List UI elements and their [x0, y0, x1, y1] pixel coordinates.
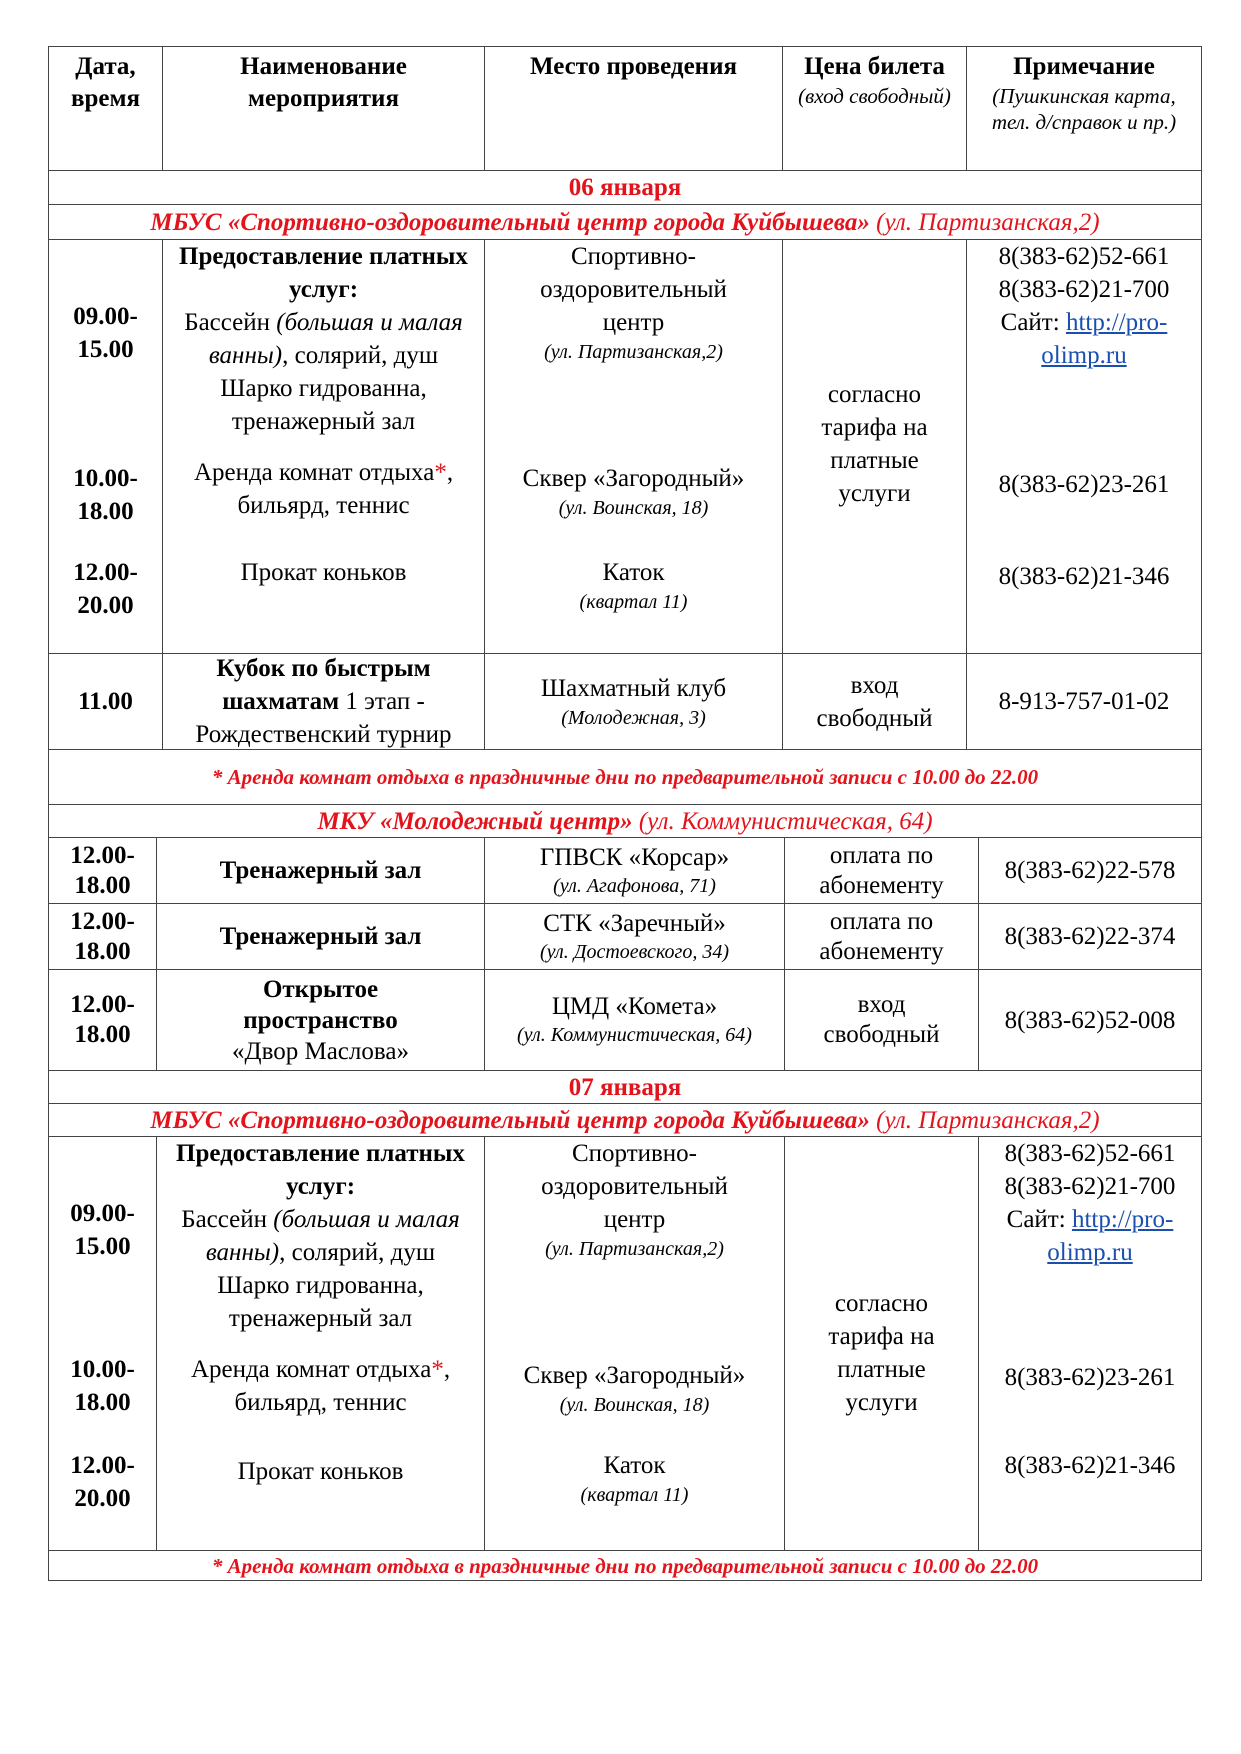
- time-column-2: [49, 1137, 157, 1550]
- site-link[interactable]: http://pro-olimp.ru: [1047, 1206, 1174, 1266]
- contacts: 8(383-62)52-661 8(383-62)21-700 Сайт: http://pro-olimp.ru: [998, 243, 1170, 369]
- place-sport-center: Спортивно-оздоровительный центр (ул. Партизанская,2): [541, 1140, 728, 1260]
- date-row-day1: [48, 171, 1202, 205]
- service-skates: Прокат коньков: [237, 1458, 404, 1485]
- gym2-name: Тренажерный зал: [157, 904, 485, 969]
- phone-square: 8(383-62)23-261: [998, 471, 1170, 498]
- chess-row: [48, 654, 1202, 750]
- org-row: [48, 205, 1202, 240]
- footnote-row-2: [48, 1551, 1202, 1581]
- phone-rink: 8(383-62)21-346: [1004, 1452, 1176, 1479]
- name-column-2: [157, 1137, 485, 1550]
- org-row-2: [48, 805, 1202, 838]
- gym2-price: оплата по абонементу: [785, 904, 979, 969]
- chess-price: вход свободный: [783, 654, 967, 749]
- place-rink: Каток (квартал 11): [579, 559, 688, 613]
- place-column-2: [485, 1137, 785, 1550]
- gym-row-1: [48, 838, 1202, 904]
- header-note: Примечание (Пушкинская карта, тел. д/справок и пр.): [991, 53, 1177, 134]
- header-place: Место проведения: [485, 47, 783, 170]
- place-square: Сквер «Загородный» (ул. Воинская, 18): [523, 1362, 746, 1416]
- price-tariff: согласно тарифа на платные услуги: [821, 381, 928, 507]
- services-group-day1: [48, 240, 1202, 654]
- price-column: [783, 240, 967, 653]
- time-3: 12.00-20.00: [73, 559, 138, 619]
- gym-row-2: [48, 904, 1202, 970]
- services-group-day2: [48, 1137, 1202, 1551]
- header-date: Дата, время: [49, 47, 163, 170]
- time-3: 12.00-20.00: [70, 1452, 135, 1512]
- service-rooms: Аренда комнат отдыха*, бильярд, теннис: [193, 459, 454, 519]
- gym1-place: ГПВСК «Корсар» (ул. Агафонова, 71): [485, 838, 785, 903]
- service-skates: Прокат коньков: [240, 559, 407, 586]
- place-sport-center: Спортивно-оздоровительный центр (ул. Партизанская,2): [540, 243, 727, 363]
- schedule-table: [48, 46, 1202, 1581]
- service-paid: Предоставление платных услуг: Бассейн (большая и малая ванны), солярий, душ Шарко гидрованна, тренажерный зал: [176, 1140, 465, 1332]
- site-link[interactable]: http://pro-olimp.ru: [1041, 309, 1168, 369]
- price-tariff: согласно тарифа на платные услуги: [828, 1290, 935, 1416]
- gym2-place: СТК «Заречный» (ул. Достоевского, 34): [485, 904, 785, 969]
- open-space-row: [48, 970, 1202, 1071]
- org-title: МБУС «Спортивно-оздоровительный центр города Куйбышева» (ул. Партизанская,2): [150, 209, 1100, 236]
- date-label-2: 07 января: [568, 1074, 682, 1101]
- org-title-3: МБУС «Спортивно-оздоровительный центр города Куйбышева» (ул. Партизанская,2): [150, 1107, 1100, 1134]
- place-square: Сквер «Загородный» (ул. Воинская, 18): [522, 465, 745, 519]
- gym1-time: 12.00-18.00: [49, 838, 157, 903]
- contacts: 8(383-62)52-661 8(383-62)21-700 Сайт: http://pro-olimp.ru: [1004, 1140, 1176, 1266]
- service-paid: Предоставление платных услуг: Бассейн (большая и малая ванны), солярий, душ Шарко гидрованна, тренажерный зал: [179, 243, 468, 435]
- phone-square: 8(383-62)23-261: [1004, 1364, 1176, 1391]
- date-row-day2: [48, 1071, 1202, 1104]
- footnote: * Аренда комнат отдыха в праздничные дни по предварительной записи с 10.00 до 22.00: [211, 764, 1039, 789]
- gym1-price: оплата по абонементу: [785, 838, 979, 903]
- time-1: 09.00-15.00: [70, 1200, 135, 1260]
- header-price: Цена билета (вход свободный): [783, 47, 967, 170]
- open-name: Открытое пространство «Двор Маслова»: [157, 970, 485, 1070]
- chess-name: Кубок по быстрым шахматам 1 этап - Рождественский турнир: [163, 654, 485, 749]
- open-place: ЦМД «Комета» (ул. Коммунистическая, 64): [485, 970, 785, 1070]
- open-price: вход свободный: [785, 970, 979, 1070]
- footnote-2: * Аренда комнат отдыха в праздничные дни по предварительной записи с 10.00 до 22.00: [211, 1554, 1039, 1578]
- header-name: Наименование мероприятия: [163, 47, 485, 170]
- chess-place: Шахматный клуб (Молодежная, 3): [485, 654, 783, 749]
- chess-phone: 8-913-757-01-02: [998, 688, 1170, 715]
- time-1: 09.00-15.00: [73, 303, 138, 363]
- table-header: [48, 46, 1202, 171]
- open-phone: 8(383-62)52-008: [1004, 1006, 1176, 1034]
- note-column-2: [979, 1137, 1201, 1550]
- time-2: 10.00-18.00: [70, 1356, 135, 1416]
- gym2-phone: 8(383-62)22-374: [1004, 923, 1176, 950]
- price-column-2: [785, 1137, 979, 1550]
- note-column: [967, 240, 1201, 653]
- chess-time: 11.00: [49, 654, 163, 749]
- org-row-3: [48, 1104, 1202, 1137]
- time-2: 10.00-18.00: [73, 465, 138, 525]
- gym1-phone: 8(383-62)22-578: [1004, 857, 1176, 884]
- time-column: [49, 240, 163, 653]
- footnote-row: [48, 750, 1202, 805]
- service-rooms: Аренда комнат отдыха*, бильярд, теннис: [190, 1356, 451, 1416]
- name-column: [163, 240, 485, 653]
- gym1-name: Тренажерный зал: [157, 838, 485, 903]
- org-title-2: МКУ «Молодежный центр» (ул. Коммунистическая, 64): [317, 808, 933, 835]
- place-column: [485, 240, 783, 653]
- phone-rink: 8(383-62)21-346: [998, 563, 1170, 590]
- open-time: 12.00-18.00: [49, 970, 157, 1070]
- date-label: 06 января: [568, 174, 682, 201]
- place-rink: Каток (квартал 11): [580, 1452, 689, 1506]
- gym2-time: 12.00-18.00: [49, 904, 157, 969]
